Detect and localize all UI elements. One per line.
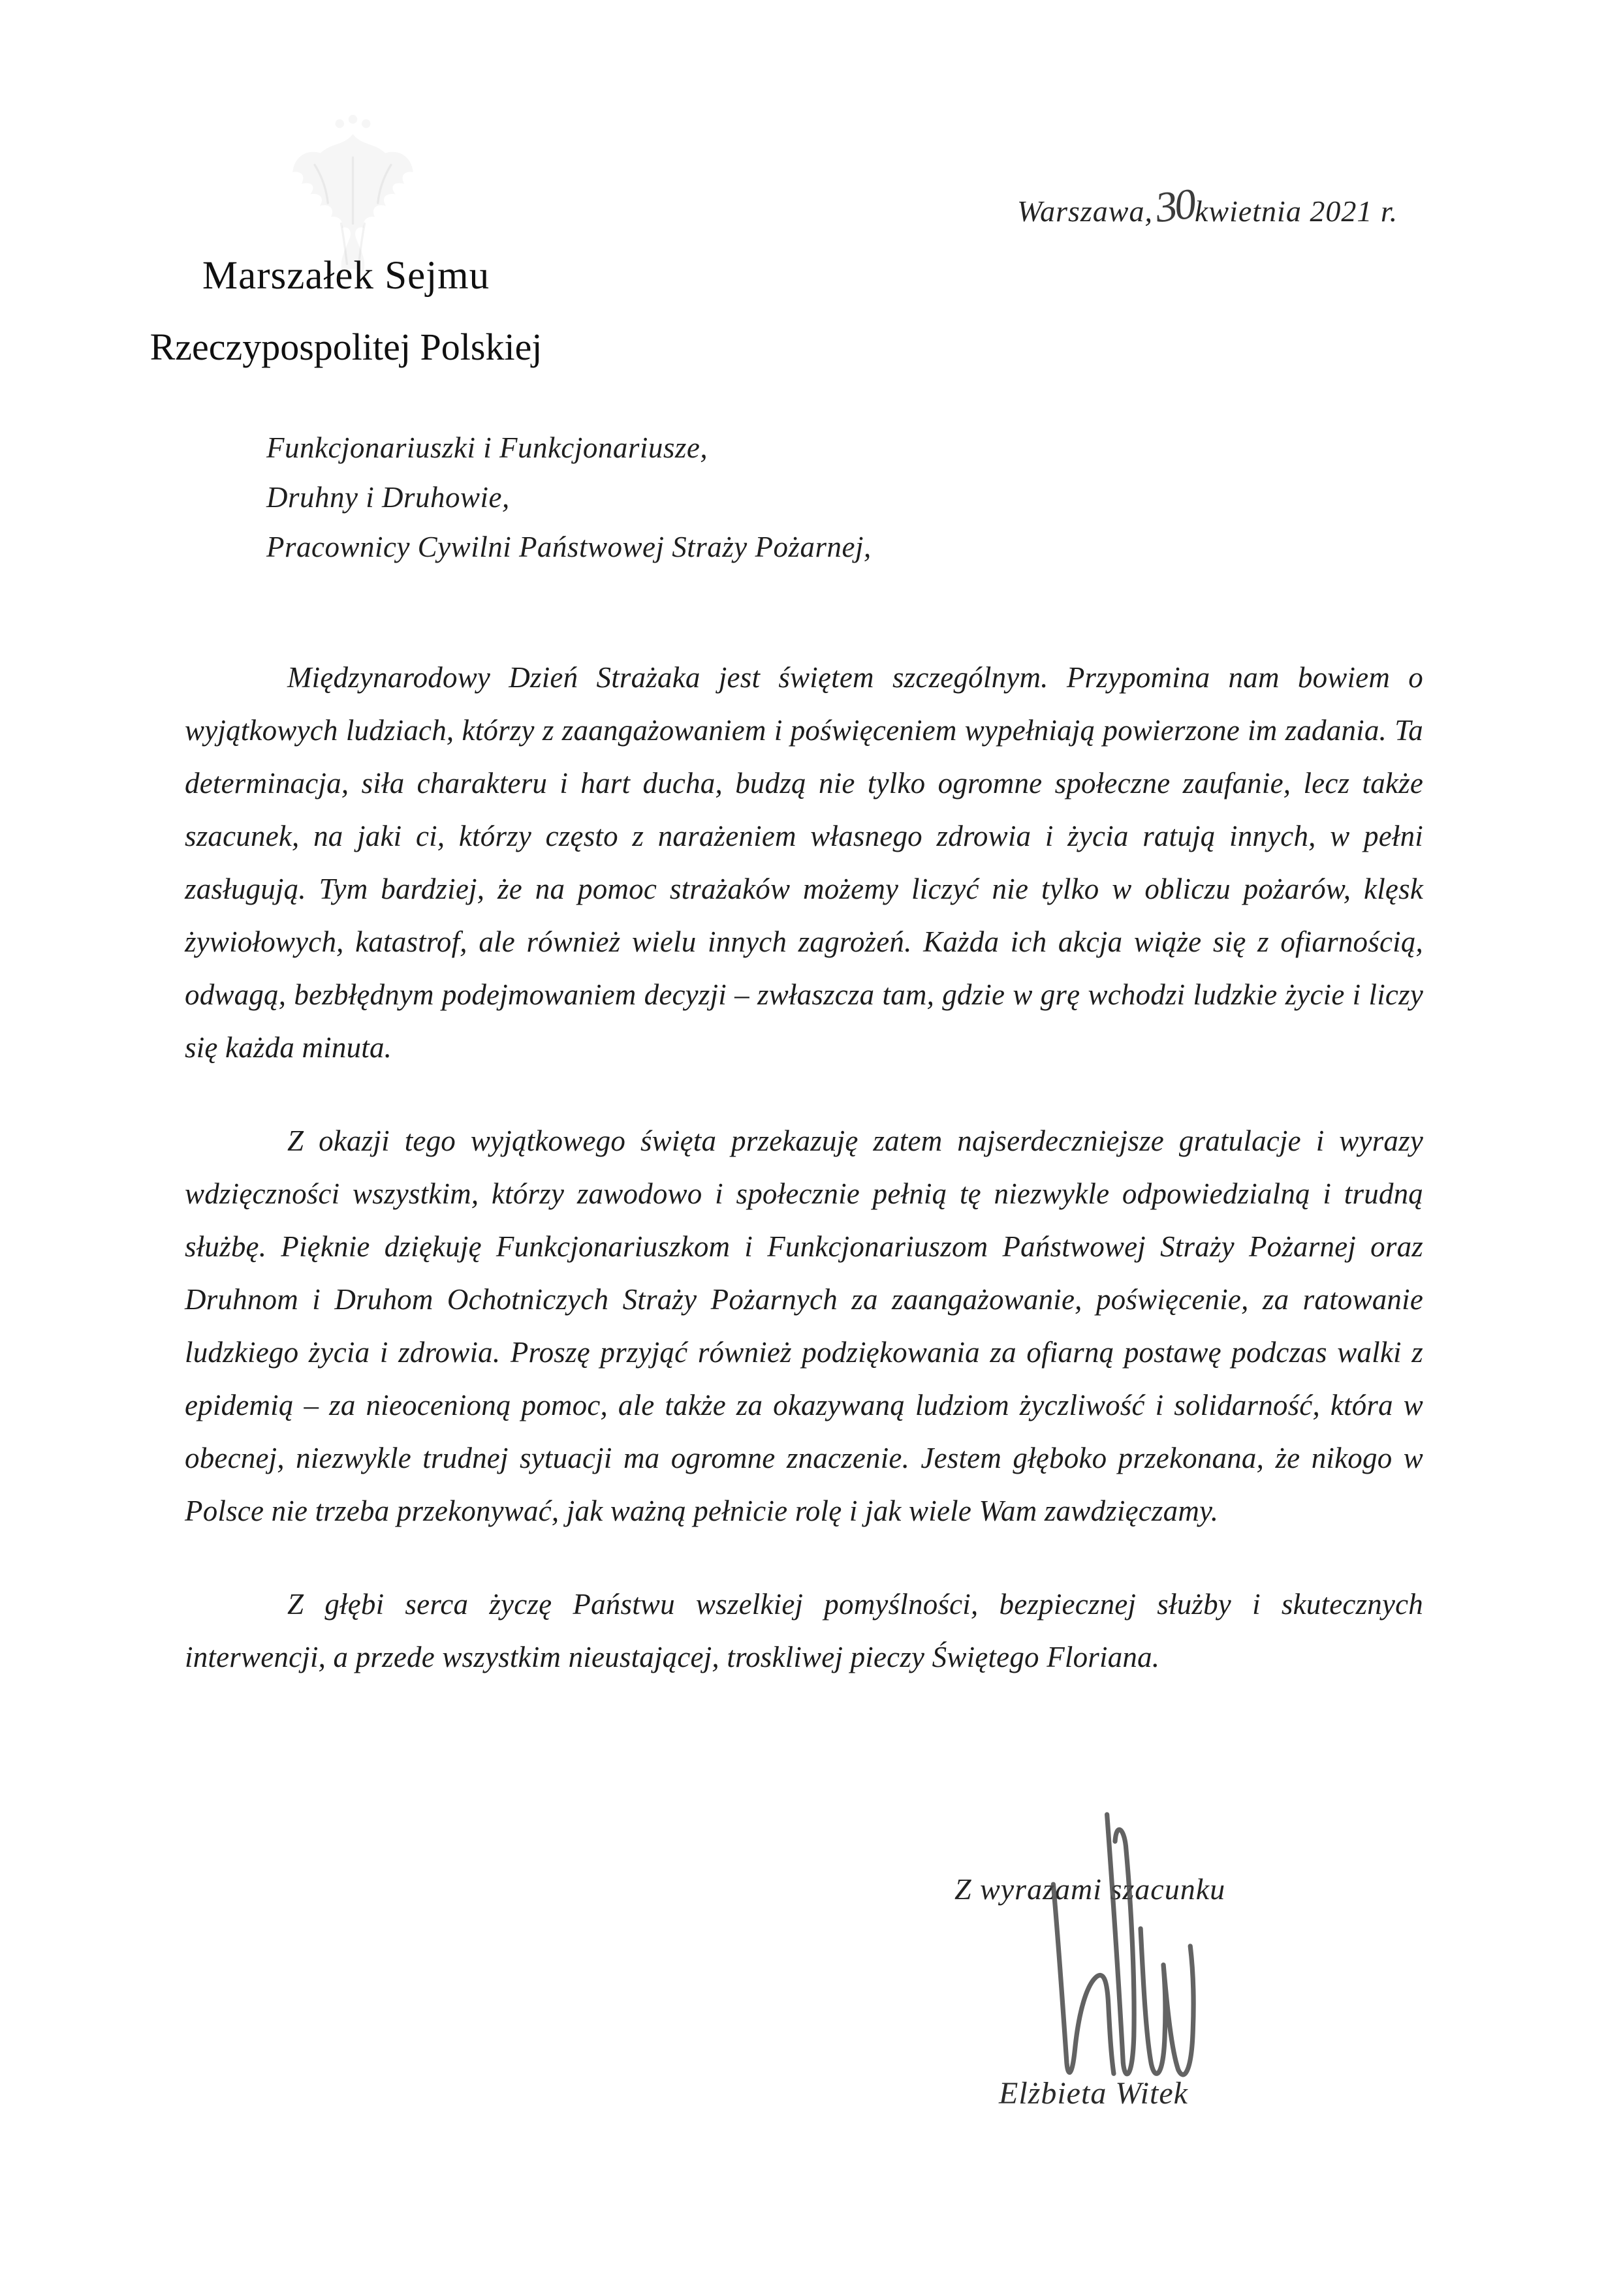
salutation-line: Druhny i Druhowie, [266,481,510,514]
closing-phrase: Z wyrazami szacunku [954,1872,1226,1906]
signatory-name: Elżbieta Witek [999,2076,1188,2111]
salutation-line: Funkcjonariuszki i Funkcjonariusze, [266,431,708,464]
salutation-line: Pracownicy Cywilni Państwowej Straży Pożarnej, [266,531,872,563]
date-day-handwritten: 30 [1152,179,1197,232]
letter-body [185,651,1423,1684]
date-rest: kwietnia 2021 r. [1194,194,1398,228]
date-line [1017,179,1398,232]
salutation [266,423,872,572]
letterhead-title-line2: Rzeczypospolitej Polskiej [150,326,543,368]
body-paragraph: Z okazji tego wyjątkowego święta przekazuję zatem najserdeczniejsze gratulacje i wyrazy wdzięczności wszystkim, którzy zawodowo i społecznie pełnią tę niezwykle odpowiedzialną i trudną służbę. Pięknie dziękuję Funkcjonariuszkom i Funkcjonariuszom Państwowej Straży Pożarnej oraz Druhnom i Druhom Ochotniczych Straży Pożarnych za zaangażowanie, poświęcenie, za ratowanie ludzkiego życia i zdrowia. Proszę przyjąć również podziękowania za ofiarną postawę podczas walki z epidemią – za nieocenioną pomoc, ale także za okazywaną ludziom życzliwość i solidarność, która w obecnej, niezwykle trudnej sytuacji ma ogromne znaczenie. Jestem głęboko przekonana, że nikogo w Polsce nie trzeba przekonywać, jak ważną pełnicie rolę i jak wiele Wam zawdzięczamy. [185,1125,1423,1527]
letterhead [121,256,571,366]
body-paragraph: Z głębi serca życzę Państwu wszelkiej pomyślności, bezpiecznej służby i skutecznych interwencji, a przede wszystkim nieustającej, troskliwej pieczy Świętego Floriana. [185,1588,1423,1673]
body-paragraph: Międzynarodowy Dzień Strażaka jest świętem szczególnym. Przypomina nam bowiem o wyjątkowych ludziach, którzy z zaangażowaniem i poświęceniem wypełniają powierzone im zadania. Ta determinacja, siła charakteru i hart ducha, budzą nie tylko ogromne społeczne zaufanie, lecz także szacunek, na jaki ci, którzy często z narażeniem własnego zdrowia i życia ratują innych, w pełni zasługują. Tym bardziej, że na pomoc strażaków możemy liczyć nie tylko w obliczu pożarów, klęsk żywiołowych, katastrof, ale również wielu innych zagrożeń. Każda ich akcja wiąże się z ofiarnością, odwagą, bezbłędnym podejmowaniem decyzji – zwłaszcza tam, gdzie w grę wchodzi ludzkie życie i liczy się każda minuta. [185,661,1423,1064]
handwritten-signature [1026,1809,1204,2091]
date-city: Warszawa, [1017,194,1153,228]
letterhead-title-line1: Marszałek Sejmu [202,254,490,298]
